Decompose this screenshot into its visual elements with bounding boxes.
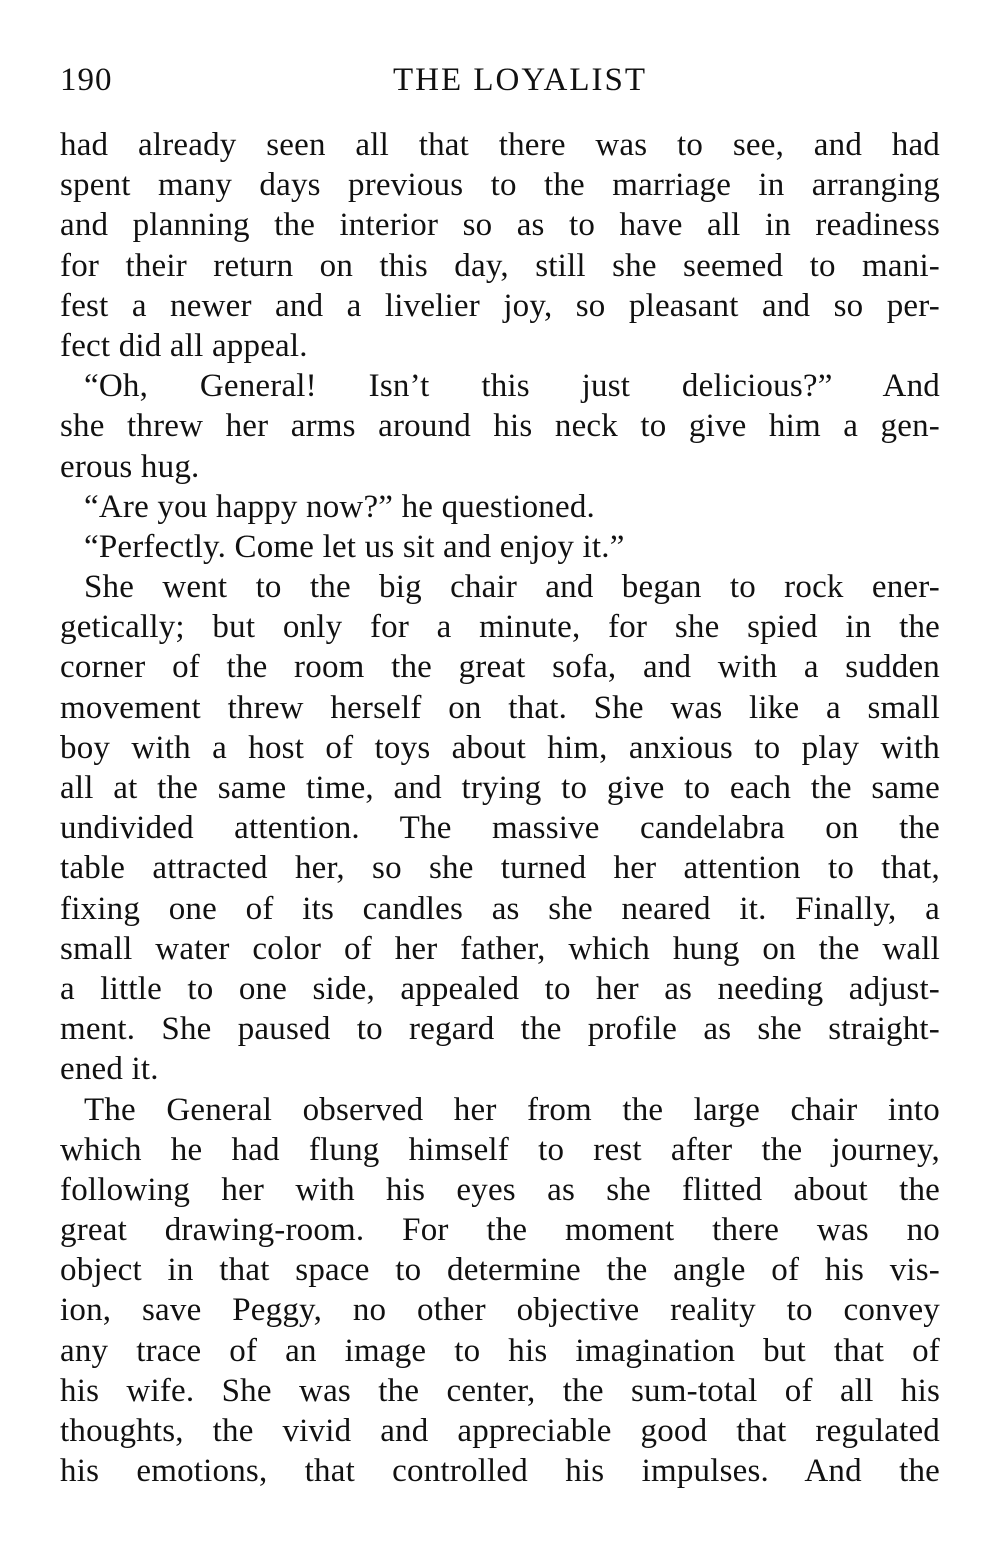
text-line: ment. She paused to regard the profile as she straight- (60, 1011, 940, 1048)
text-line: “Perfectly. Come let us sit and enjoy it.” (84, 528, 625, 565)
text-line: great drawing-room. For the moment there was no (60, 1212, 940, 1249)
text-line: “Are you happy now?” he questioned. (84, 488, 596, 525)
text-line: boy with a host of toys about him, anxious to play with (60, 729, 940, 766)
page-header (60, 58, 940, 102)
text-line: for their return on this day, still she seemed to mani- (60, 247, 940, 284)
text-line: fixing one of its candles as she neared it. Finally, a (60, 890, 940, 927)
text-line: his emotions, that controlled his impulses. And the (60, 1453, 940, 1490)
text-line: The General observed her from the large chair into (84, 1091, 940, 1128)
text-line: undivided attention. The massive candelabra on the (60, 810, 940, 847)
text-line: ion, save Peggy, no other objective reality to convey (60, 1292, 940, 1329)
page-number: 190 (60, 62, 113, 98)
running-head-title: THE LOYALIST (392, 62, 648, 98)
text-line: a little to one side, appealed to her as needing adjust- (60, 970, 940, 1007)
text-line: his wife. She was the center, the sum-total of all his (60, 1372, 940, 1409)
text-line: corner of the room the great sofa, and with a sudden (60, 649, 940, 686)
text-line: small water color of her father, which hung on the wall (60, 930, 940, 967)
body-text (60, 125, 940, 1491)
text-line: movement threw herself on that. She was like a small (60, 689, 940, 726)
text-line: following her with his eyes as she flitted about the (60, 1171, 940, 1208)
text-line: fest a newer and a livelier joy, so pleasant and so per- (60, 287, 940, 324)
text-line: spent many days previous to the marriage in arranging (60, 167, 940, 204)
text-line: fect did all appeal. (60, 327, 308, 364)
text-line: she threw her arms around his neck to give him a gen- (60, 408, 940, 445)
text-line: erous hug. (60, 448, 200, 485)
text-line: ened it. (60, 1051, 159, 1088)
text-line: and planning the interior so as to have all in readiness (60, 207, 940, 244)
text-line: “Oh, General! Isn’t this just delicious?” And (84, 368, 940, 405)
text-line: getically; but only for a minute, for she spied in the (60, 609, 940, 646)
text-line: thoughts, the vivid and appreciable good that regulated (60, 1413, 940, 1449)
text-line: which he had flung himself to rest after the journey, (60, 1131, 940, 1168)
text-line: She went to the big chair and began to rock ener- (84, 569, 940, 606)
text-line: object in that space to determine the angle of his vis- (60, 1252, 940, 1289)
text-line: had already seen all that there was to see, and had (60, 127, 940, 163)
text-line: table attracted her, so she turned her attention to that, (60, 850, 940, 887)
text-line: any trace of an image to his imagination but that of (60, 1332, 940, 1369)
text-line: all at the same time, and trying to give to each the same (60, 770, 940, 806)
